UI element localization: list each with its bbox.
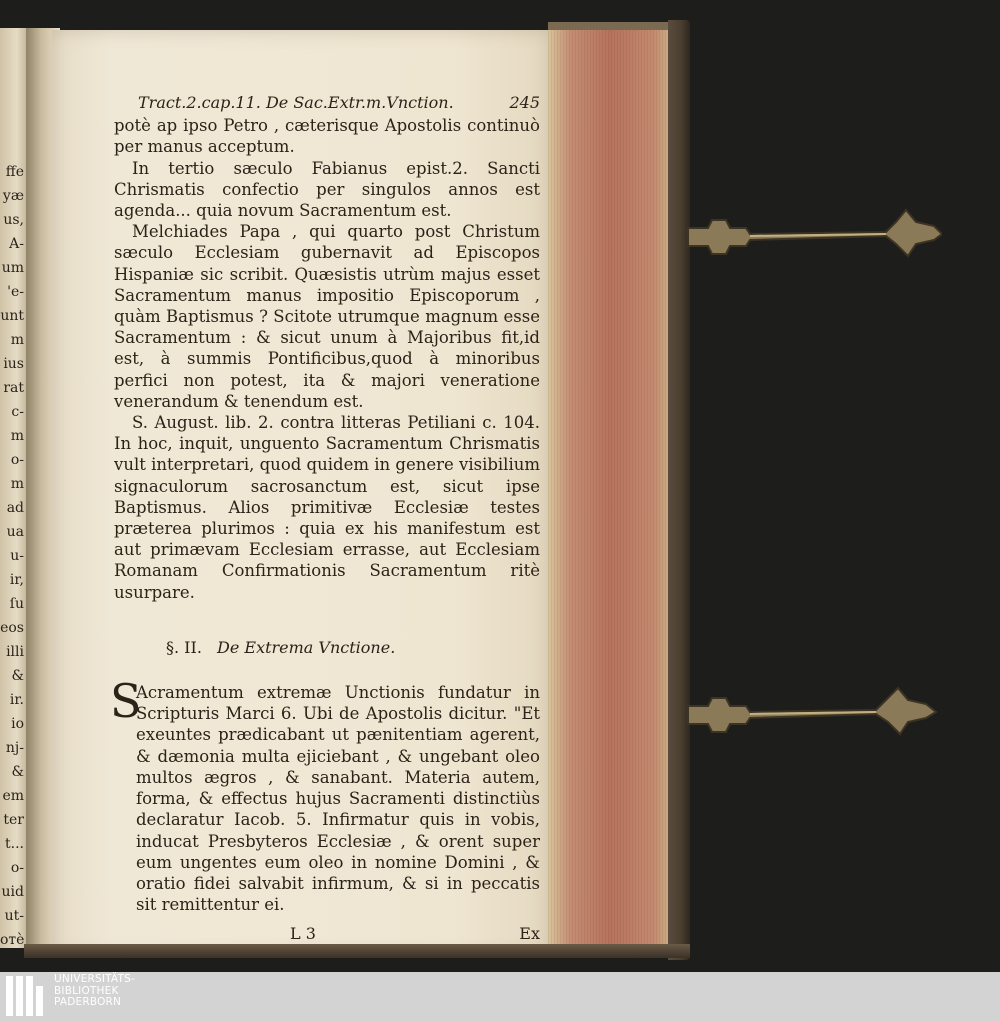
- left-page-fragment: m: [10, 428, 24, 444]
- paragraph: S. August. lib. 2. contra litteras Petiliani c. 104. In hoc, inquit, unguento Sacramentum Chrismatis vult interpretari, quod quidem in genere visibilium signaculorum sacrosanctum est, sicut ipse Baptismus. Alios primitivæ Ecclesiæ testes prætereа plurimos : quia ex his manifestum est aut primævam Ecclesiam errasse, aut Ecclesiam Romanam Confirmationis Sacramentum ritè usurpare.: [114, 413, 541, 602]
- left-page-fragment: rat: [3, 380, 24, 396]
- catchword: Ex: [519, 924, 540, 944]
- left-page-fragment: o-: [10, 860, 24, 876]
- running-head-title: Tract.2.cap.11. De Sac.Extr.m.Vnction.: [138, 93, 454, 112]
- page-number: 245: [509, 93, 540, 112]
- lower-clasp-icon: [686, 684, 942, 744]
- page-footer: [114, 923, 540, 944]
- left-page-fragment: yæ: [2, 188, 24, 204]
- left-page-fragment: io: [11, 716, 24, 732]
- upper-clasp-icon: [686, 206, 942, 266]
- left-page-fragment: em: [2, 788, 24, 804]
- library-name-line1: UNIVERSITÄTS-: [54, 973, 135, 985]
- left-page-fragment: unt: [0, 308, 24, 324]
- left-page-fragment: ua: [6, 524, 24, 540]
- left-page-fragment: oтè: [0, 932, 25, 948]
- left-page-fragment: uid: [1, 884, 24, 900]
- paragraph: potè ap ipso Petro , cæterisque Apostolis continuò per manus acceptum.: [114, 116, 540, 157]
- right-page: [52, 30, 550, 956]
- left-page-fragment: us,: [3, 212, 24, 228]
- paragraph-body: Acramentum extremæ Unctionis fundatur in Scripturis Marci 6. Ubi de Apostolis dicitur. "Et exeuntes prædicabant ut pænitentiam agerent, & dæmonia multa ejiciebant , & ungebant oleo multos ægros , & sanabant. Materia autem, forma, & effectus hujus Sacramenti distinctiùs declaratur Iacob. 5. Infirmatur quis in vobis, inducat Presbyteros Ecclesiæ , & orent super eum ungentes eum oleo in nomine Domini , & oratio fidei salvabit infirmum, & si in peccatis sit remittentur ei.: [136, 683, 540, 915]
- paragraph-with-dropcap: [110, 674, 540, 915]
- library-logo-icon: [4, 974, 48, 1018]
- paragraph: In tertio sæculo Fabianus epist.2. Sancti Chrismatis confectio per singulos annos est agenda... quia novum Sacramentum est.: [114, 158, 540, 221]
- book-cover: [668, 20, 690, 960]
- section-heading: [166, 637, 540, 658]
- left-page-fragment: ad: [6, 500, 24, 516]
- page-stack-edge: [548, 30, 672, 956]
- left-page-fragment: m: [10, 476, 24, 492]
- left-page-fragment: ut-: [4, 908, 24, 924]
- library-name-line3: PADERBORN: [54, 996, 122, 1008]
- left-page-fragment: &: [11, 764, 24, 780]
- library-name: [54, 974, 135, 1009]
- paragraph: Melchiades Papa , qui quarto post Christum sæculo Ecclesiam gubernavit ad Episcopos Hispaniæ sic scribit. Quæsistis utrùm majus esset Sacramentum manus impositio Episcoporum , quàm Baptismus ? Scitote utrumque magnum esse Sacramentum : & sicut unum à Majoribus fit,id est, à summis Pontificibus,quod à minoribus perfici non potest, ita & majori veneratione venerandum & tenendum est.: [114, 222, 540, 411]
- running-head: [138, 92, 540, 113]
- left-page-fragment: nj-: [5, 740, 24, 756]
- left-page-fragment: 'e-: [7, 284, 24, 300]
- left-page-fragment: t...: [5, 836, 24, 852]
- section-number: §. II.: [166, 637, 202, 657]
- signature-mark: L 3: [290, 924, 316, 944]
- page-text: [110, 92, 541, 945]
- left-page-fragment: ter: [3, 812, 24, 828]
- section-title: De Extrema Vnctione.: [217, 637, 396, 657]
- left-page-fragment: um: [1, 260, 24, 276]
- left-page-fragment: ſu: [9, 596, 24, 612]
- left-page-fragment: m: [10, 332, 24, 348]
- left-page-fragment: u-: [10, 548, 24, 564]
- left-page-fragment: ius: [3, 356, 24, 372]
- library-footer: [0, 972, 1000, 1021]
- book-board-bottom: [24, 944, 690, 958]
- left-page-fragment: eos: [0, 620, 24, 636]
- left-page-fragment: ffe: [5, 164, 24, 180]
- left-page-fragment: ir.: [9, 692, 24, 708]
- left-page-fragment: A-: [9, 236, 24, 252]
- left-page-fragment: illi: [6, 644, 24, 660]
- left-page-fragment: o-: [10, 452, 24, 468]
- left-page-fragment: c-: [11, 404, 24, 420]
- library-name-line2: BIBLIOTHEK: [54, 984, 119, 997]
- left-page-fragment: ir,: [9, 572, 24, 588]
- left-page-fragment: &: [11, 668, 24, 684]
- drop-cap: S: [110, 674, 142, 729]
